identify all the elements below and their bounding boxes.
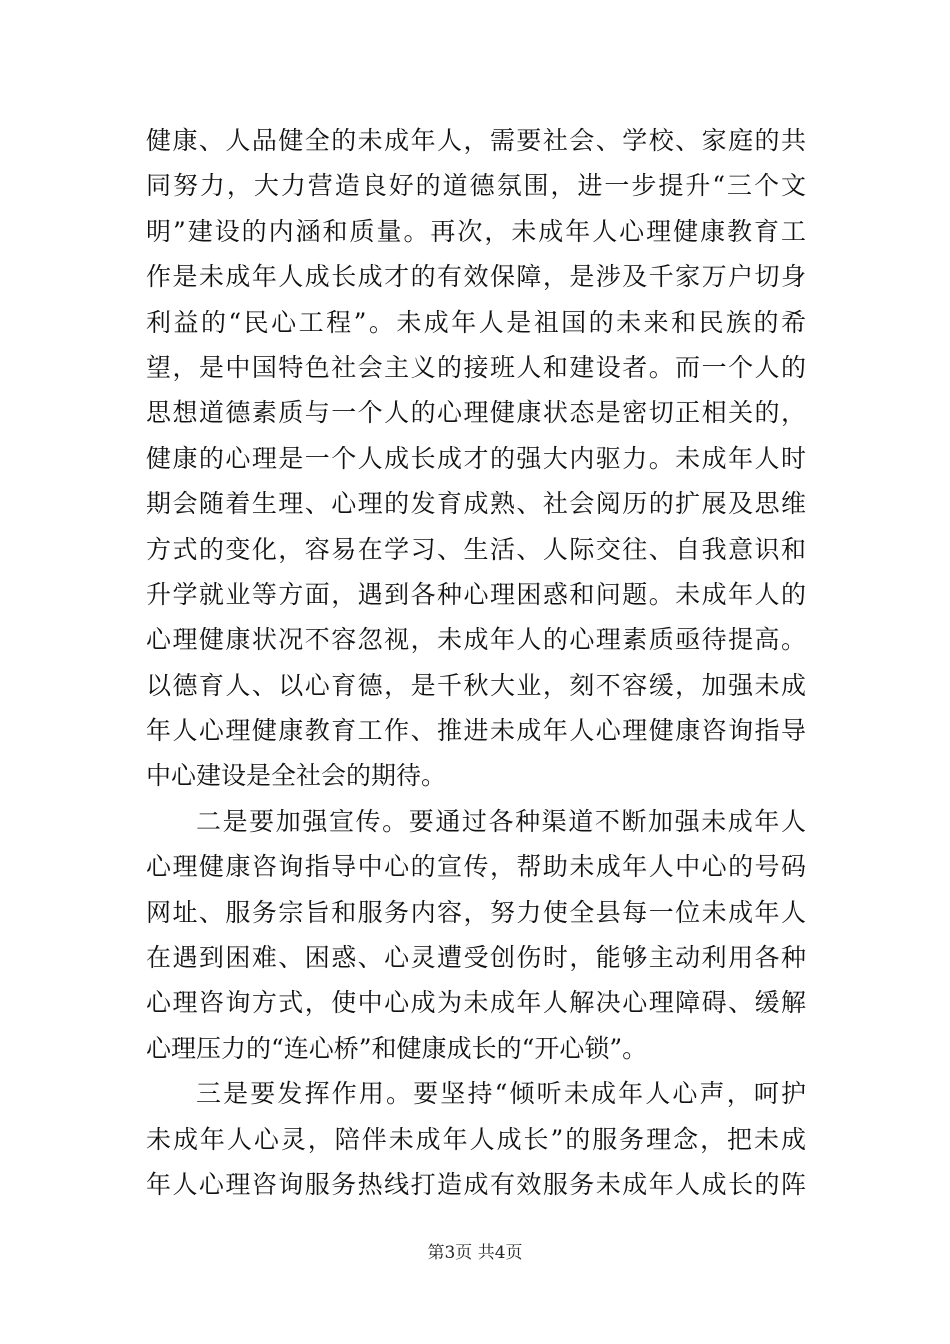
text-line: 网址、服务宗旨和服务内容，努力使全县每一位未成年人 [146, 897, 806, 927]
paragraph-first-line: 二是要加强宣传。要通过各种渠道不断加强未成年人 [196, 806, 806, 836]
paragraph-first-line: 三是要发挥作用。要坚持“倾听未成年人心声，呵护 [196, 1079, 806, 1109]
text-line: 思想道德素质与一个人的心理健康状态是密切正相关的， [146, 398, 806, 428]
text-line: 年人心理咨询服务热线打造成有效服务未成年人成长的阵 [146, 1169, 806, 1199]
text-line: 在遇到困难、困惑、心灵遭受创伤时，能够主动利用各种 [146, 943, 806, 973]
text-line: 明”建设的内涵和质量。再次，未成年人心理健康教育工 [146, 216, 806, 246]
text-line: 心理压力的“连心桥”和健康成长的“开心锁”。 [146, 1033, 648, 1063]
text-line: 未成年人心灵，陪伴未成年人成长”的服务理念，把未成 [146, 1124, 806, 1154]
text-line: 利益的“民心工程”。未成年人是祖国的未来和民族的希 [146, 307, 806, 337]
text-line: 健康的心理是一个人成长成才的强大内驱力。未成年人时 [146, 443, 806, 473]
text-line: 方式的变化，容易在学习、生活、人际交往、自我意识和 [146, 534, 806, 564]
text-line: 升学就业等方面，遇到各种心理困惑和问题。未成年人的 [146, 579, 806, 609]
text-line: 以德育人、以心育德，是千秋大业，刻不容缓，加强未成 [146, 670, 806, 700]
text-line: 心理咨询方式，使中心成为未成年人解决心理障碍、缓解 [146, 988, 806, 1018]
text-line: 健康、人品健全的未成年人，需要社会、学校、家庭的共 [146, 126, 806, 155]
text-line: 心理健康状况不容忽视，未成年人的心理素质亟待提高。 [146, 625, 806, 655]
document-body [146, 118, 806, 1207]
text-line: 望，是中国特色社会主义的接班人和建设者。而一个人的 [146, 352, 806, 382]
text-line: 心理健康咨询指导中心的宣传，帮助未成年人中心的号码 [146, 852, 806, 882]
text-line: 年人心理健康教育工作、推进未成年人心理健康咨询指导 [146, 716, 806, 746]
text-line: 期会随着生理、心理的发育成熟、社会阅历的扩展及思维 [146, 489, 806, 519]
page-number-footer: 第3页 共4页 [427, 1243, 523, 1263]
text-line: 作是未成年人成长成才的有效保障，是涉及千家万户切身 [146, 262, 806, 292]
text-line: 中心建设是全社会的期待。 [146, 761, 447, 791]
text-line: 同努力，大力营造良好的道德氛围，进一步提升“三个文 [146, 171, 806, 201]
